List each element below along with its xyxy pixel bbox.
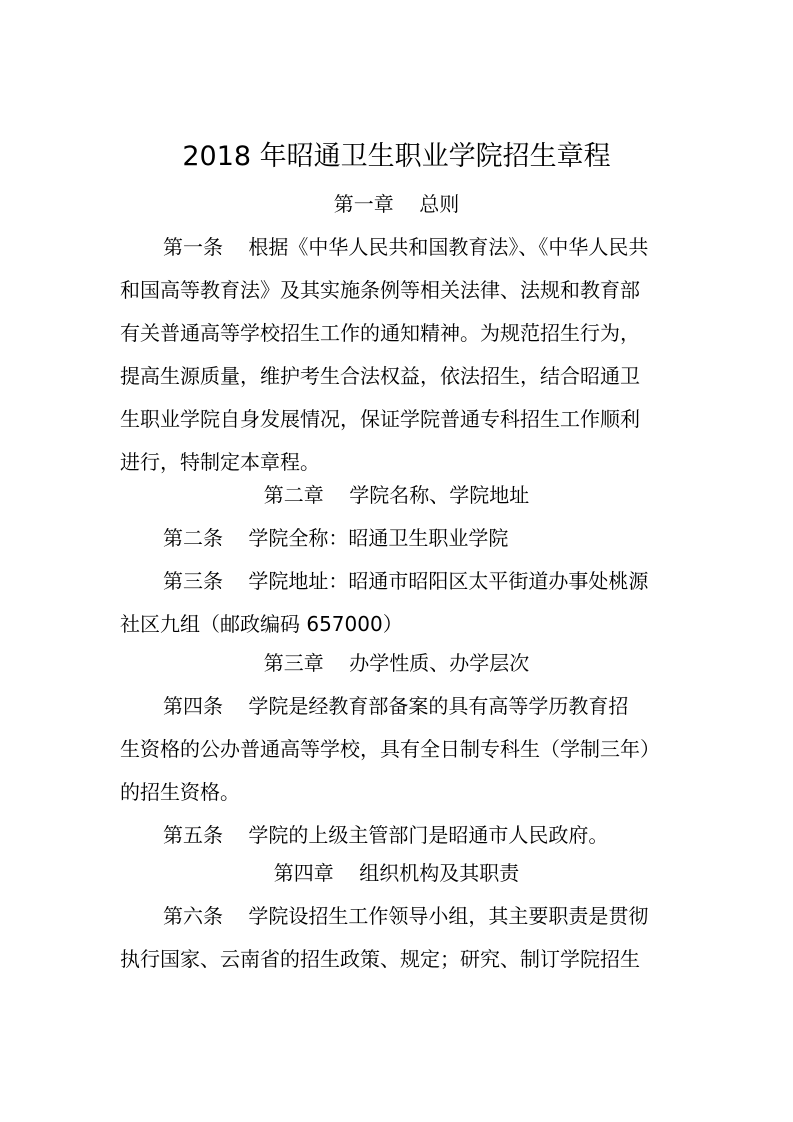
article-1-line: 生职业学院自身发展情况，保证学院普通专科招生工作顺利	[120, 407, 640, 431]
article-3-line: 第三条 学院地址：昭通市昭阳区太平街道办事处桃源	[163, 569, 649, 593]
article-4-line: 生资格的公办普通高等学校，具有全日制专科生（学制三年）	[120, 737, 660, 761]
article-2: 第二条 学院全称：昭通卫生职业学院	[163, 526, 509, 550]
article-5: 第五条 学院的上级主管部门是昭通市人民政府。	[163, 823, 609, 847]
chapter-2-heading: 第二章 学院名称、学院地址	[263, 483, 530, 507]
article-1-line: 进行，特制定本章程。	[120, 450, 320, 474]
article-3-line: 社区九组（邮政编码 657000）	[120, 612, 403, 636]
article-4-line: 的招生资格。	[120, 780, 240, 804]
chapter-4-heading: 第四章 组织机构及其职责	[273, 861, 520, 885]
article-6-line: 第六条 学院设招生工作领导小组，其主要职责是贯彻	[163, 904, 649, 928]
article-1-line: 和国高等教育法》及其实施条例等相关法律、法规和教育部	[120, 278, 640, 302]
chapter-1-heading: 第一章 总则	[333, 192, 460, 216]
article-1-line: 第一条 根据《中华人民共和国教育法》、《中华人民共	[163, 235, 649, 259]
article-6-line: 执行国家、云南省的招生政策、规定；研究、制订学院招生	[120, 947, 640, 971]
article-4-line: 第四条 学院是经教育部备案的具有高等学历教育招	[163, 694, 629, 718]
document-title: 2018 年昭通卫生职业学院招生章程	[182, 141, 611, 172]
chapter-3-heading: 第三章 办学性质、办学层次	[263, 651, 530, 675]
article-1-line: 有关普通高等学校招生工作的通知精神。为规范招生行为，	[120, 321, 640, 345]
article-1-line: 提高生源质量，维护考生合法权益，依法招生，结合昭通卫	[120, 364, 640, 388]
